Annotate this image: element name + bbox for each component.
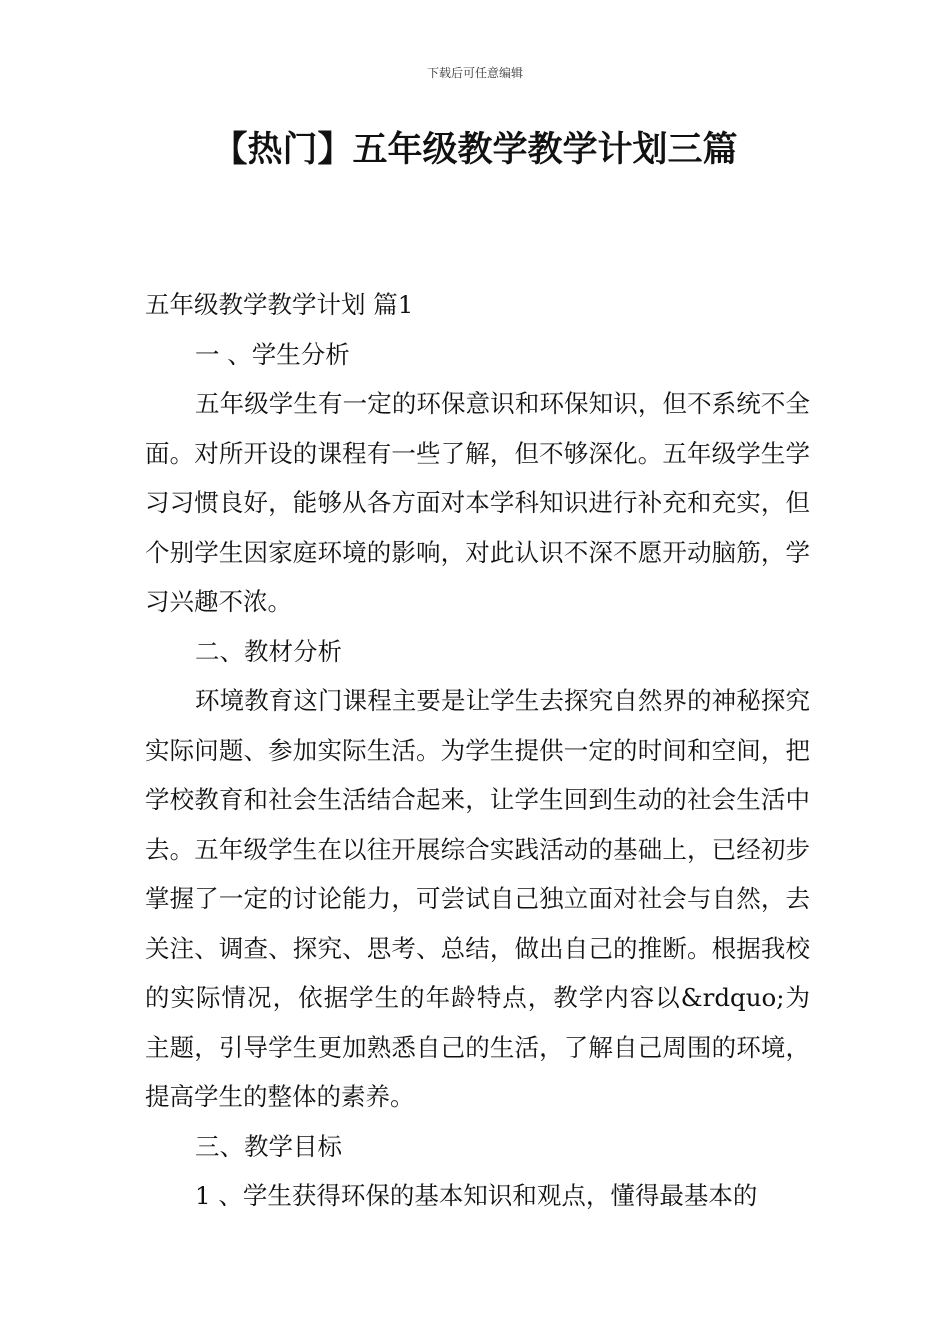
document-title: 【热门】五年级教学教学计划三篇 <box>212 130 738 170</box>
paragraph-student-analysis: 五年级学生有一定的环保意识和环保知识，但不系统不全面。对所开设的课程有一些了解，但不够深化。五年级学生学习习惯良好，能够从各方面对本学科知识进行补充和充实，但个别学生因家庭环境的影响，对此认识不深不愿开动脑筋，学习兴趣不浓。 <box>145 389 810 616</box>
heading-student-analysis: 一 、学生分析 <box>195 339 350 369</box>
section-title: 五年级教学教学计划 篇1 <box>145 290 414 319</box>
heading-teaching-goals: 三、教学目标 <box>195 1131 342 1161</box>
paragraph-material-analysis: 环境教育这门课程主要是让学生去探究自然界的神秘探究实际问题、参加实际生活。为学生提供一定的时间和空间，把学校教育和社会生活结合起来，让学生回到生动的社会生活中去。五年级学生在以往开展综合实践活动的基础上，已经初步掌握了一定的讨论能力，可尝试自己独立面对社会与自然，去关注、调查、探究、思考、总结，做出自己的推断。根据我校的实际情况，依据学生的年龄特点，教学内容以&rdquo;为主题，引导学生更加熟悉自己的生活，了解自己周围的环境，提高学生的整体的素养。 <box>145 686 810 1111</box>
heading-material-analysis: 二、教材分析 <box>195 636 342 666</box>
header-note: 下载后可任意编辑 <box>426 66 523 80</box>
paragraph-teaching-goals: 1 、学生获得环保的基本知识和观点，懂得最基本的 <box>195 1181 758 1210</box>
document-body <box>145 280 810 1221</box>
